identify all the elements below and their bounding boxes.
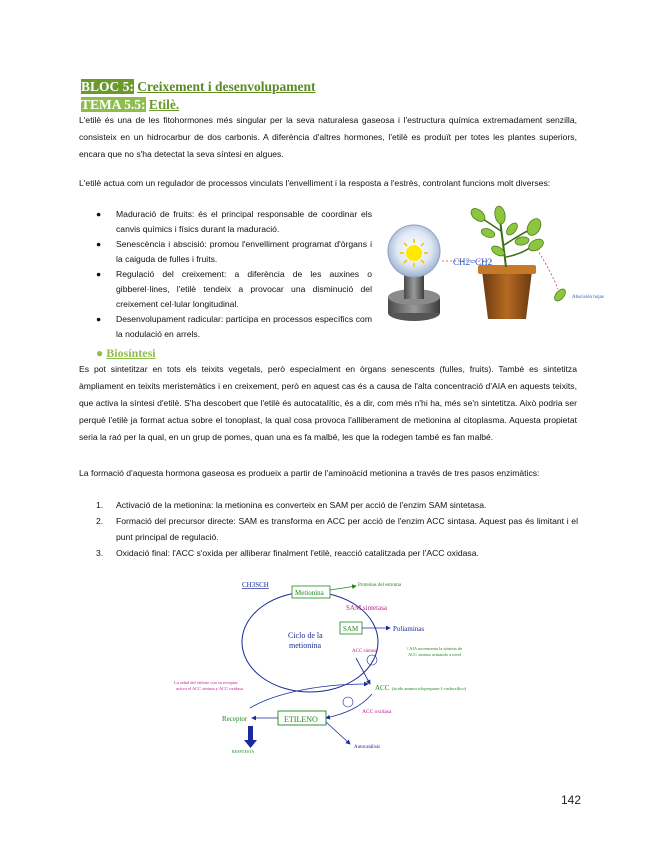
abscission-label: Abscisión hojas (572, 295, 604, 300)
pot (482, 271, 532, 319)
bullet-icon: ● (96, 269, 102, 279)
aia-note: ↑ AIA incrementa la síntesis de (406, 646, 463, 651)
methionine-cycle-diagram (160, 572, 500, 754)
bottom-label: RESPUESTA (232, 749, 255, 754)
autocatalisis-label: Autocatálisis (354, 745, 381, 750)
list-item: 2. Formació del precursor directe: SAM es transforma en ACC per acció de l'enzim ACC sintasa. Aquest pas és limitant i el punt principal de regulació. (96, 516, 578, 542)
list-item: ● Regulació del creixement: a diferència de les auxines o gibberel·lines, l'etilè tendeix a provocar una disminució del creixement cel·lular longitudinal. (96, 269, 372, 309)
bullet-icon: ● (96, 346, 104, 360)
bullet-icon: ● (96, 209, 102, 219)
bullet-icon: ● (96, 239, 102, 249)
cycle-label-2: metionina (289, 641, 321, 650)
biosintesi-paragraph: Es pot sintetitzar en tots els teixits vegetals, però especialment en òrgans senescents (fulles, fruits). També es sintetitza àmpliament en teixits meristemàtics i en creixement, però en aquest cas és a causa de l'alta concentració d'AIA en aquests teixits, que activa la síntesi d'etilè. S'ha descobert que l'etilè és autocatalític, és a dir, com més n'hi ha, més se'n sintetitza. Això podria ser perquè l'etilè ja format actua sobre el tonoplast, la qual cosa provoca l'alliberament de metionina al citoplasma. Aquesta propietat seria la raó per la qual, en un grup de pomes, quan una es fa malbé, les que la rodegen també es fan malbé. (79, 364, 577, 442)
biosintesi-heading (96, 346, 156, 361)
poliaminas-label: Poliaminas (393, 625, 425, 633)
bullet-icon: ● (96, 314, 102, 324)
proteins-label: Proteínas del estroma (358, 583, 402, 588)
list-item: 3. Oxidació final: l'ACC s'oxida per alliberar finalment l'etilè, reacció catalitzada per l'ACC oxidasa. (96, 548, 479, 558)
falling-leaf-icon (552, 287, 567, 303)
bloc-title: Creixement i desenvolupament (137, 79, 316, 94)
aia-note-2: ACC sintasa actuando a nivel (408, 652, 462, 657)
list-item: ● Desenvolupament radicular: participa en processos específics com la nodulació en arrels. (96, 314, 372, 339)
left-note: La señal del etileno con su receptor (174, 680, 238, 685)
acc-oxidasa-label: ACC oxidasa (362, 709, 392, 715)
list-item: 1. Activació de la metionina: la metionina es converteix en SAM per acció de l'enzim SAM sintetasa. (96, 500, 487, 510)
bloc-heading (79, 79, 318, 95)
receptor-label: Receptor (222, 715, 248, 723)
tema-title: Etilè. (148, 97, 180, 112)
acc-label: ACC (375, 684, 390, 692)
tema-heading (79, 97, 181, 113)
steps-list (96, 497, 578, 561)
tema-label: TEMA 5.5: (81, 97, 146, 112)
left-note-2: activa el ACC sintasa y ACC oxidasa (176, 686, 243, 691)
formula-label: CH2=CH2 (453, 257, 493, 267)
acc-full-label: (ácido aminociclopropano-1-carboxílico) (392, 686, 467, 691)
ch3sch-label: CH3SCH (242, 581, 269, 589)
functions-intro-paragraph: L'etilè actua com un regulador de processos vinculats l'envelliment i la resposta a l'estrès, controlant funcions molt diverses: (79, 178, 551, 188)
intro-paragraph: L'etilè és una de les fitohormones més singular per la seva naturalesa gaseosa i l'estructura química extremadament senzilla, consisteix en un hidrocarbur de dos carbonis. A diferència d'altres hormones, l'etilè es produït per totes les plantes superiors, encara que no s'ha detectat la seva síntesi en algues. (79, 115, 577, 159)
list-item: ● Senescència i abscisió: promou l'envelliment programat d'òrgans i la caiguda de fulles i fruits. (96, 239, 372, 264)
sam-sintetasa-label: SAM sintetasa (346, 604, 388, 612)
biosintesi-title: Biosíntesi (106, 346, 156, 360)
metionina-label: Metionina (295, 589, 324, 597)
plant-ethylene-figure (382, 205, 622, 335)
list-item: ● Maduració de fruits: és el principal responsable de coordinar els canvis químics i físics durant la maduració. (96, 209, 372, 234)
formation-paragraph: La formació d'aquesta hormona gaseosa es produeix a partir de l'aminoàcid metionina a través de tres pasos enzimàtics: (79, 468, 540, 478)
sam-label: SAM (343, 625, 359, 633)
cycle-label: Ciclo de la (288, 631, 323, 640)
acc-sintasa-label: ACC sintasa (352, 649, 378, 654)
leaf-icon (469, 205, 546, 258)
functions-list (96, 207, 372, 342)
page-number: 142 (561, 793, 582, 807)
plant-stem (500, 219, 506, 267)
sun-icon (406, 245, 422, 261)
etileno-label: ETILENO (284, 715, 318, 724)
bloc-label: BLOC 5: (81, 79, 134, 94)
down-arrow-icon (248, 726, 253, 740)
